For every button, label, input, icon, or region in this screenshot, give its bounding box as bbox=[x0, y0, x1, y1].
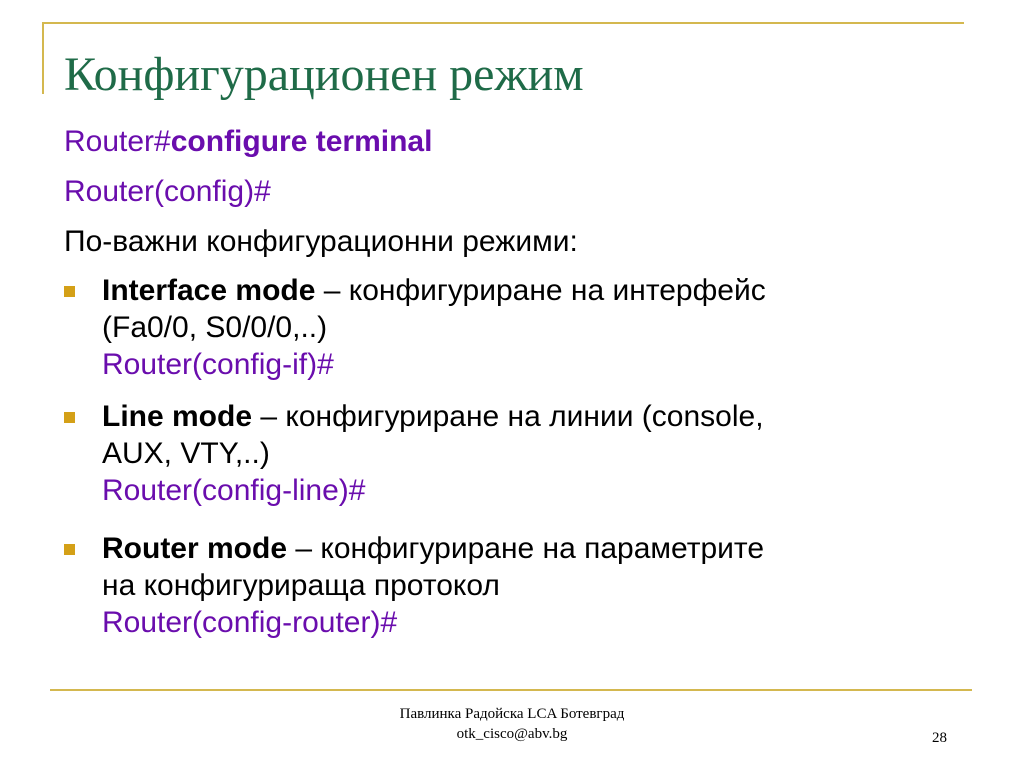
slide-title: Конфигурационен режим bbox=[64, 48, 584, 101]
router-prompt: Router# bbox=[64, 125, 171, 158]
footer-email: otk_cisco@abv.bg bbox=[456, 726, 568, 742]
bullet-text bbox=[102, 530, 962, 641]
bullet-first-row bbox=[102, 530, 962, 567]
mode-term: Router mode bbox=[102, 532, 288, 565]
footer-author: Павлинка Радойска LCA Ботевград bbox=[399, 706, 625, 722]
square-bullet-icon bbox=[64, 544, 75, 555]
bullet-first-row bbox=[102, 272, 962, 309]
footer-divider bbox=[50, 689, 972, 691]
bullet-text bbox=[102, 272, 962, 383]
mode-prompt: Router(config-router)# bbox=[102, 606, 398, 639]
config-prompt-line: Router(config)# bbox=[64, 175, 271, 208]
mode-description-cont: (Fa0/0, S0/0/0,..) bbox=[102, 311, 328, 344]
command-line-configure bbox=[64, 124, 432, 160]
mode-term: Line mode bbox=[102, 400, 253, 433]
mode-prompt: Router(config-if)# bbox=[102, 348, 334, 381]
square-bullet-icon bbox=[64, 286, 75, 297]
footer bbox=[0, 704, 1024, 744]
frame-top-line bbox=[42, 22, 964, 24]
mode-description-cont: на конфигурираща протокол bbox=[102, 569, 500, 602]
frame-left-line bbox=[42, 22, 44, 94]
mode-prompt: Router(config-line)# bbox=[102, 474, 366, 507]
page-number: 28 bbox=[932, 730, 947, 746]
mode-description-cont: AUX, VTY,..) bbox=[102, 437, 270, 470]
modes-heading: По-важни конфигурационни режими: bbox=[64, 225, 578, 258]
mode-description: – конфигуриране на интерфейс bbox=[315, 274, 766, 307]
square-bullet-icon bbox=[64, 412, 75, 423]
configure-command: configure terminal bbox=[170, 125, 433, 158]
mode-description: – конфигуриране на линии (console, bbox=[252, 400, 764, 433]
mode-term: Interface mode bbox=[102, 274, 316, 307]
mode-description: – конфигуриране на параметрите bbox=[287, 532, 764, 565]
bullet-first-row bbox=[102, 398, 962, 435]
bullet-text bbox=[102, 398, 962, 509]
